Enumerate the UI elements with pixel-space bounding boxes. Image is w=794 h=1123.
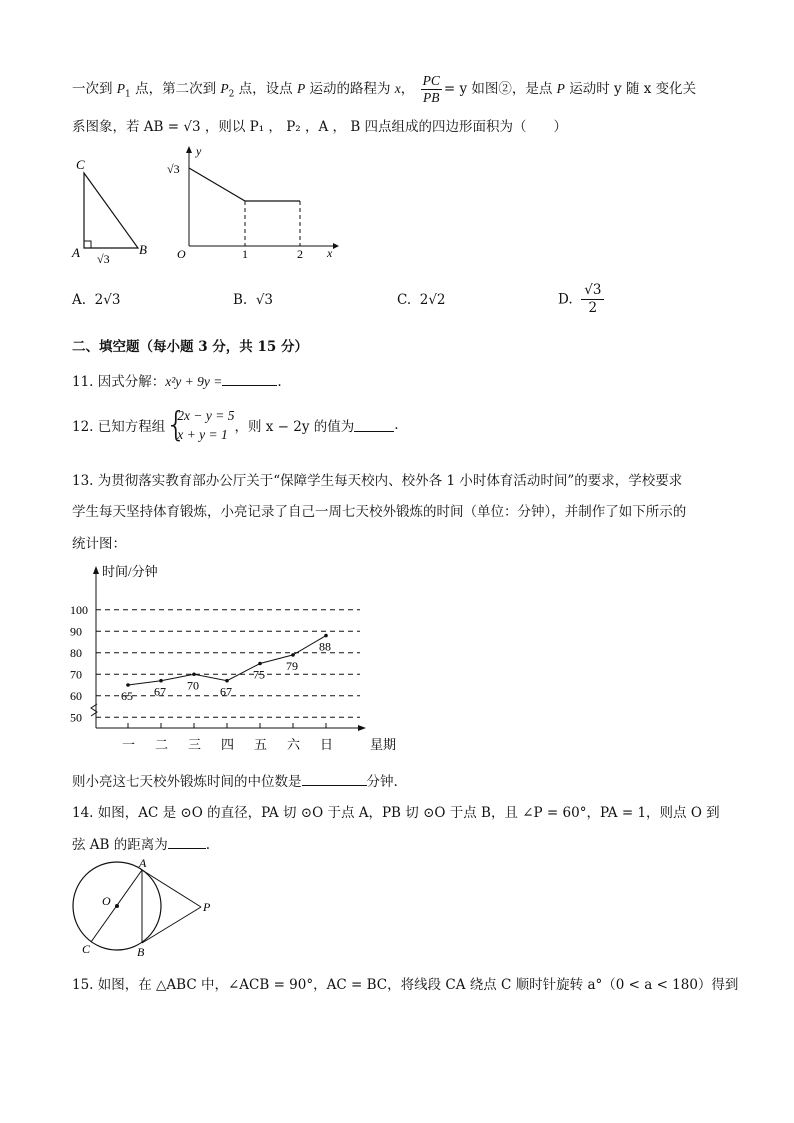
q13-line-4 <box>72 770 398 790</box>
label-x2: 2 <box>297 247 303 261</box>
y-tick-label: 70 <box>70 667 82 682</box>
x-axis-label: 星期 <box>370 737 397 752</box>
label-p: P <box>203 900 211 914</box>
option-c <box>397 292 446 308</box>
option-value: 2√3 <box>94 292 121 308</box>
text: 一次到 <box>72 81 117 97</box>
equation-system <box>165 406 234 444</box>
option-b <box>233 292 273 308</box>
text: . <box>205 837 211 853</box>
y-tick-label: 80 <box>70 645 82 660</box>
center-dot <box>115 904 119 908</box>
q11 <box>72 370 282 390</box>
data-point <box>324 634 328 638</box>
fraction-denominator: PB <box>422 90 440 105</box>
data-point <box>291 653 295 657</box>
data-label: 88 <box>319 639 331 654</box>
option-value: 2√2 <box>419 292 446 308</box>
label-o: O <box>102 894 111 908</box>
text: = y 如图②，是点 <box>443 81 557 97</box>
data-label: 70 <box>187 678 199 693</box>
y-axis-arrow <box>186 146 192 153</box>
label-y: y <box>196 144 202 158</box>
label-a: A <box>72 245 80 260</box>
option-letter: B. <box>233 292 248 308</box>
q14-line-1: 14. 如图，AC 是 ⊙O 的直径，PA 切 ⊙O 于点 A，PB 切 ⊙O 于点 B，且 ∠P = 60°，PA = 1，则点 O 到 <box>72 805 720 821</box>
text: 2 <box>228 89 235 100</box>
option-d <box>558 282 604 317</box>
text: 12. 已知方程组 <box>72 419 166 435</box>
data-label: 67 <box>154 684 166 699</box>
label-a: A <box>139 856 147 870</box>
brace: { <box>165 405 187 445</box>
q14-line-2 <box>72 833 210 853</box>
q12 <box>72 406 399 444</box>
q10-line-1 <box>72 73 696 106</box>
q13-line-2: 学生每天坚持体育锻炼，小亮记录了自己一周七天校外锻炼的时间（单位：分钟），并制作了如下所示的 <box>72 504 687 520</box>
y-tick-label: 90 <box>70 624 82 639</box>
x-tick-label: 六 <box>287 737 301 752</box>
y-tick-label: 50 <box>70 710 82 725</box>
data-point <box>159 679 163 683</box>
text: P <box>220 81 229 96</box>
expression: x²y + 9y = <box>165 374 223 389</box>
section-heading: 二、填空题（每小题 3 分，共 15 分） <box>72 339 308 355</box>
text: 运动时 y 随 x 变化关 <box>564 81 697 97</box>
y-axis-arrow <box>93 566 99 574</box>
graph-polyline <box>189 168 300 201</box>
answer-blank[interactable] <box>222 373 277 386</box>
label-o: O <box>177 247 186 261</box>
x-tick-label: 三 <box>188 737 202 752</box>
option-letter: A. <box>72 292 87 308</box>
right-angle-mark <box>84 241 91 248</box>
option-value: √3 <box>255 292 274 308</box>
label-ytick: √3 <box>167 162 180 176</box>
x-tick-labels <box>122 723 333 752</box>
text: . <box>394 417 399 433</box>
text: P <box>116 81 126 96</box>
label-c: C <box>76 157 85 172</box>
grid-lines <box>96 610 360 718</box>
x-tick-label: 五 <box>254 737 268 752</box>
x-axis-arrow <box>333 243 339 249</box>
answer-blank[interactable] <box>354 419 394 432</box>
x-tick-label: 日 <box>320 737 334 752</box>
tangent-pb <box>142 907 201 943</box>
label-side-ab: √3 <box>97 252 110 265</box>
data-point <box>192 672 196 676</box>
y-tick-label: 100 <box>70 602 88 617</box>
label-x1: 1 <box>242 247 248 261</box>
answer-blank[interactable] <box>168 836 206 849</box>
data-label: 75 <box>253 667 265 682</box>
data-point <box>126 683 130 687</box>
text: x <box>394 81 401 96</box>
text: 弦 AB 的距离为 <box>72 837 168 853</box>
q13-line-3: 统计图： <box>72 536 126 552</box>
data-label: 65 <box>121 689 133 703</box>
text: P <box>296 81 306 96</box>
text: 点，第二次到 <box>130 81 221 97</box>
text: . <box>277 374 282 390</box>
text: 点，设点 <box>234 81 297 97</box>
y-axis-label: 时间/分钟 <box>102 564 158 579</box>
data-label: 67 <box>220 684 232 699</box>
fraction-numerator: PC <box>422 73 440 88</box>
text: 1 <box>125 89 131 100</box>
data-point <box>225 679 229 683</box>
q15-line-1: 15. 如图，在 △ABC 中，∠ACB = 90°，AC = BC，将线段 CA 绕点 C 顺时针旋转 a°（0 < a < 180）得到 <box>72 977 739 993</box>
text: ，则 x − 2y 的值为 <box>234 419 355 435</box>
option-denominator: 2 <box>588 300 598 316</box>
label-b: B <box>139 242 147 257</box>
fraction-pc-pb <box>421 73 442 106</box>
fraction <box>581 282 604 317</box>
q13-line-1: 13. 为贯彻落实教育部办公厅关于“保障学生每天校内、校外各 1 小时体育活动时间”的要求，学校要求 <box>72 473 683 489</box>
option-numerator: √3 <box>581 282 604 300</box>
circle-tangent-figure <box>66 855 226 960</box>
data-labels <box>121 640 331 703</box>
text: 分钟. <box>366 774 398 790</box>
function-graph-figure <box>165 143 345 263</box>
exercise-time-line-chart <box>60 558 410 758</box>
text: 则小亮这七天校外锻炼时间的中位数是 <box>72 774 302 790</box>
tangent-pa <box>142 870 201 907</box>
y-tick-labels <box>70 603 88 725</box>
text: 运动的路程为 <box>305 81 395 97</box>
q10-line-2: 系图象，若 AB = √3 ，则以 P₁ ， P₂ ，A ， B 四点组成的四边形面积为（ ） <box>72 119 568 135</box>
option-letter: D. <box>558 291 573 308</box>
data-label: 79 <box>286 658 298 673</box>
label-b: B <box>137 945 145 959</box>
right-triangle-figure <box>70 155 155 265</box>
triangle-abc <box>84 173 138 248</box>
text: 11. 因式分解： <box>72 374 166 390</box>
equation-2: x + y = 1 <box>177 427 228 442</box>
x-tick-label: 四 <box>221 737 235 752</box>
x-tick-label: 二 <box>155 737 169 752</box>
x-axis-arrow <box>358 725 366 731</box>
y-tick-label: 60 <box>70 688 82 703</box>
equation-1: 2x − y = 5 <box>177 408 235 423</box>
text: P <box>556 81 565 96</box>
answer-blank[interactable] <box>302 773 367 786</box>
data-point <box>258 662 262 666</box>
option-letter: C. <box>397 292 412 308</box>
x-tick-label: 一 <box>122 737 136 752</box>
option-a <box>72 292 120 308</box>
label-x: x <box>327 246 333 260</box>
text: ， <box>400 81 415 97</box>
label-c: C <box>82 942 91 956</box>
